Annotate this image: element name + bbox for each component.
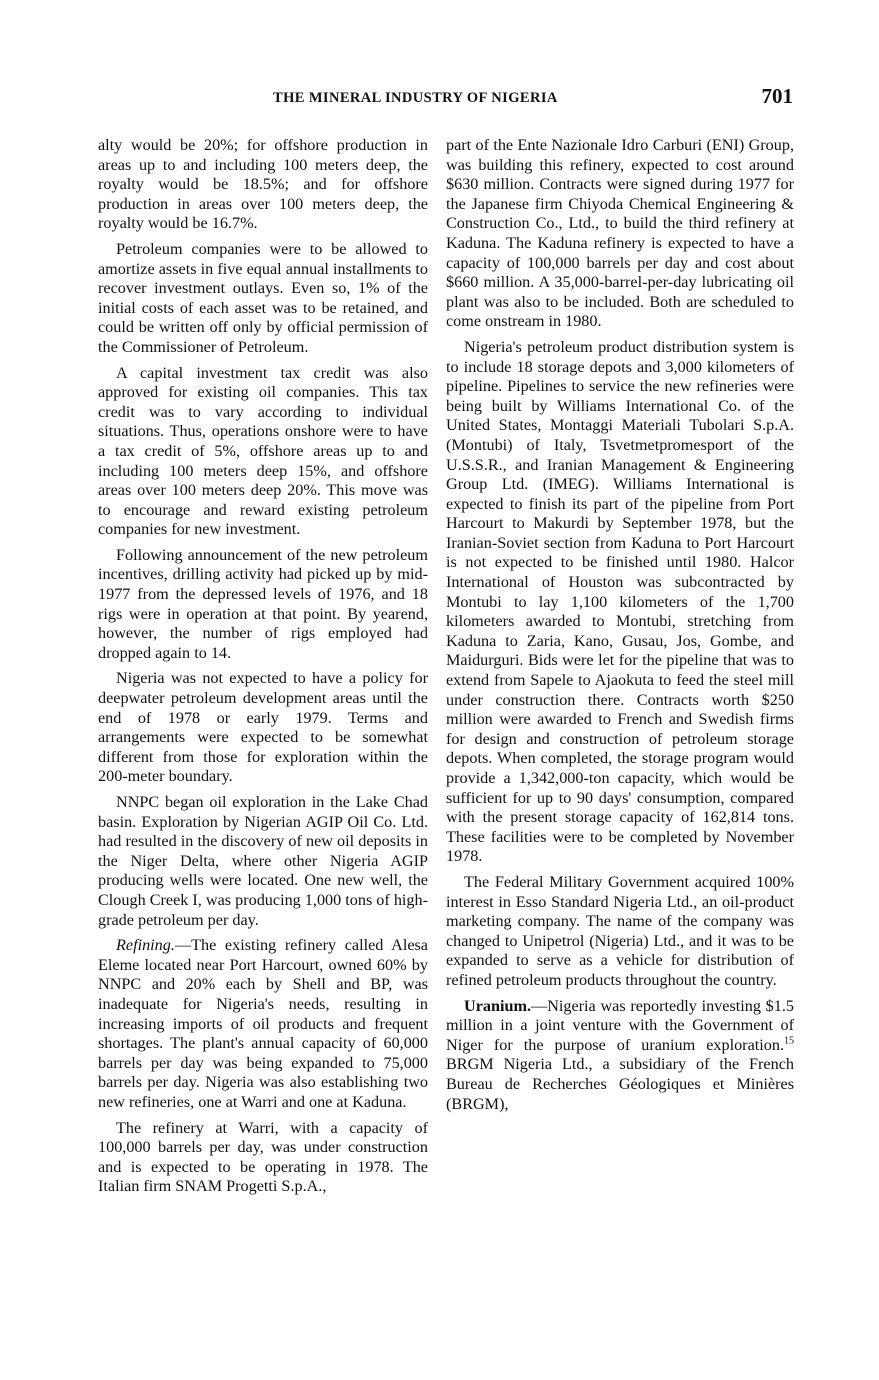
page-number: 701 (761, 84, 793, 108)
paragraph: Petroleum companies were to be allowed to amortize assets in five equal annual installments to recover investment outlays. Even so, 1% of the initial costs of each asset was to be retained, and could be written off only by official permission of the Commissioner of Petroleum. (98, 239, 428, 356)
paragraph: Nigeria was not expected to have a policy for deepwater petroleum development areas until the end of 1978 or early 1979. Terms and arrangements were expected to be somewhat different from those for exploration within the 200-meter boundary. (98, 669, 428, 786)
section-runin-uranium: Uranium. (464, 996, 532, 1015)
left-column (98, 136, 428, 1203)
paragraph: part of the Ente Nazionale Idro Carburi (ENI) Group, was building this refinery, expected to cost around $630 million. Contracts were signed during 1977 for the Japanese firm Chiyoda Chemical Engineering & Construction Co., Ltd., to build the third refinery at Kaduna. The Kaduna refinery is expected to have a capacity of 100,000 barrels per day and cost about $660 million. A 35,000-barrel-per-day lubricating oil plant was also to be included. Both are scheduled to come onstream in 1980. (446, 136, 794, 331)
paragraph-text-tail: BRGM Nigeria Ltd., a subsidiary of the French Bureau de Recherches Géologiques et Minières (BRGM), (446, 1055, 794, 1113)
paragraph: Following announcement of the new petroleum incentives, drilling activity had picked up by mid-1977 from the depressed levels of 1976, and 18 rigs were in operation at that point. By yearend, however, the number of rigs employed had dropped again to 14. (98, 545, 428, 662)
paragraph-text: —Nigeria was reportedly investing $1.5 million in a joint venture with the Government of Niger for the purpose of uranium exploration. (446, 996, 794, 1054)
paragraph: The refinery at Warri, with a capacity of 100,000 barrels per day, was under construction and is expected to be operating in 1978. The Italian firm SNAM Progetti S.p.A., (98, 1118, 428, 1196)
running-header (98, 84, 793, 112)
paragraph-text: —The existing refinery called Alesa Eleme located near Port Harcourt, owned 60% by NNPC and 20% each by Shell and BP, was inadequate for Nigeria's needs, resulting in increasing imports of oil products and frequent shortages. The plant's annual capacity of 60,000 barrels per day was being expanded to 75,000 barrels per day. Nigeria was also establishing two new refineries, one at Warri and one at Kaduna. (98, 936, 428, 1111)
footnote-ref[interactable]: 15 (784, 1035, 794, 1047)
paragraph: Nigeria's petroleum product distribution system is to include 18 storage depots and 3,000 kilometers of pipeline. Pipelines to service the new refineries were being built by Williams International Co. of the United States, Montaggi Materiali Tubolari S.p.A. (Montubi) of Italy, Tsvetmetpromesport of the U.S.S.R., and Iranian Management & Engineering Group Ltd. (IMEG). Williams International is expected to finish its part of the pipeline from Port Harcourt to Makurdi by September 1978, but the Iranian-Soviet section from Kaduna to Port Harcourt is not expected to be finished until 1980. Halcor International of Houston was subcontracted by Montubi to lay 1,100 kilometers of the 1,700 kilometers awarded to Montubi, stretching from Kaduna to Zaria, Kano, Gusau, Jos, Gombe, and Maidurguri. Bids were let for the pipeline that was to extend from Sapele to Ajaokuta to feed the steel mill under construction there. Contracts worth $250 million were awarded to French and Swedish firms for design and construction of petroleum storage depots. When completed, the storage program would provide a 1,342,000-ton capacity, which would be sufficient for up to 90 days' consumption, compared with the present storage capacity of 162,814 tons. These facilities were to be completed by November 1978. (446, 337, 794, 866)
running-title: THE MINERAL INDUSTRY OF NIGERIA (273, 90, 558, 106)
paragraph-refining (98, 936, 428, 1112)
paragraph: The Federal Military Government acquired 100% interest in Esso Standard Nigeria Ltd., an oil-product marketing company. The name of the company was changed to Unipetrol (Nigeria) Ltd., and it was to be expanded to serve as a vehicle for distribution of refined petroleum products throughout the country. (446, 872, 794, 989)
paragraph: alty would be 20%; for offshore production in areas up to and including 100 meters deep, the royalty would be 18.5%; and for offshore production in areas over 100 meters deep, the royalty would be 16.7%. (98, 136, 428, 233)
paragraph-uranium (446, 997, 794, 1115)
paragraph: NNPC began oil exploration in the Lake Chad basin. Exploration by Nigerian AGIP Oil Co. Ltd. had resulted in the discovery of new oil deposits in the Niger Delta, where other Nigeria AGIP producing wells were located. One new well, the Clough Creek I, was producing 1,000 tons of high-grade petroleum per day. (98, 793, 429, 929)
right-column (446, 136, 794, 1120)
paragraph: A capital investment tax credit was also approved for existing oil companies. This tax credit was to vary according to individual situations. Thus, operations onshore were to have a tax credit of 5%, offshore areas up to and including 100 meters deep 15%, and offshore areas over 100 meters deep 20%. This move was to encourage and reward existing petroleum companies for new investment. (98, 363, 428, 539)
section-runin-refining: Refining. (116, 936, 175, 955)
